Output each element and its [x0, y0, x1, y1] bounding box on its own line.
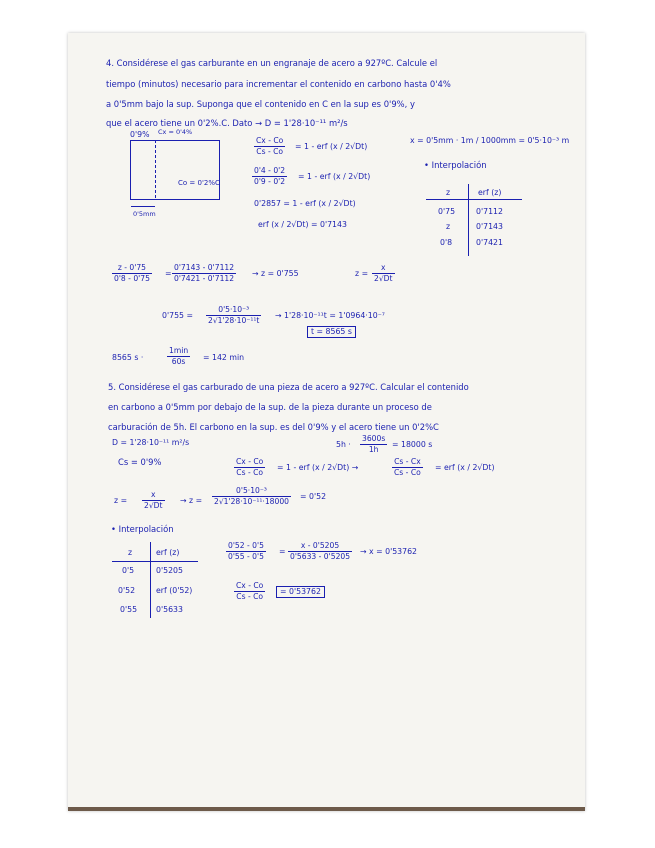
p4-conversion: x = 0'5mm · 1m / 1000mm = 0'5·10⁻³ m	[410, 136, 570, 145]
p4-eq2-rhs: = 1 - erf (x / 2√Dt)	[298, 172, 371, 181]
p4-solve-mid: → 1'28·10⁻¹¹t = 1'0964·10⁻⁷	[275, 311, 385, 320]
p5-z-lhs: z =	[114, 496, 128, 505]
diagram-depth-line	[155, 140, 156, 198]
p5-final-num: Cx - Co	[236, 581, 264, 590]
page-edge	[68, 807, 585, 811]
p5-z-num2: 0'5·10⁻³	[212, 487, 291, 497]
p5-eq1-frac2	[392, 458, 423, 476]
p5-table-header-z: z	[128, 548, 133, 557]
p4-interp-num2: 0'7143 - 0'7112	[174, 263, 235, 272]
p4-zdef-num: x	[372, 264, 395, 274]
p4-eq4: erf (x / 2√Dt) = 0'7143	[258, 220, 347, 229]
p4-solve-result-box: t = 8565 s	[307, 326, 356, 338]
p5-z-den2: 2√1'28·10⁻¹¹·18000	[214, 496, 289, 506]
p5-interp-frac1	[226, 542, 266, 560]
p4-interp-result: → z = 0'755	[252, 269, 299, 278]
p4-interp-den2: 0'7421 - 0'7112	[174, 273, 235, 283]
p5-eq1-num: Cx - Co	[236, 457, 264, 466]
diagram-cs-label: 0'9%	[130, 130, 150, 139]
p4-solve-den: 2√1'28·10⁻¹¹t	[208, 315, 260, 325]
p4-interp-title: • Interpolación	[424, 161, 487, 169]
p5-eq1-mid: = 1 - erf (x / 2√Dt) →	[277, 463, 359, 472]
p5-data-D: D = 1'28·10⁻¹¹ m²/s	[112, 438, 190, 447]
p5-final-den: Cs - Co	[236, 591, 264, 601]
p4-interp-frac1	[112, 264, 152, 282]
p4-minutes-result: = 142 min	[203, 353, 245, 362]
p4-minutes-lhs: 8565 s ·	[112, 353, 144, 362]
p5-interp-num1: 0'52 - 0'5	[228, 541, 264, 550]
p4-solve-frac	[206, 306, 261, 324]
p5-table-r3-z: 0'55	[120, 605, 138, 614]
p4-table-r1-z: 0'75	[438, 207, 456, 216]
p4-table-header-erf: erf (z)	[478, 188, 502, 197]
p5-table-r3-erf: 0'5633	[156, 605, 183, 614]
p5-z-frac2	[212, 487, 291, 505]
p4-statement-line-2: tiempo (minutos) necesario para incrementar el contenido en carbono hasta 0'4%	[106, 79, 451, 89]
p5-statement-line-1: 5. Considérese el gas carburado de una pieza de acero a 927ºC. Calcular el contenido	[108, 382, 469, 392]
p5-time-result: = 18000 s	[392, 440, 433, 449]
p4-table-r2-z: z	[446, 222, 451, 231]
p4-zdef-den: 2√Dt	[374, 273, 393, 283]
p5-table-r1-z: 0'5	[122, 566, 135, 575]
p5-eq1-frac1	[234, 458, 265, 476]
p5-interp-den1: 0'55 - 0'5	[228, 551, 264, 561]
p5-time-frac	[360, 435, 387, 453]
p4-table-header-z: z	[446, 188, 451, 197]
p5-time-num: 3600s	[362, 434, 386, 443]
p4-zdef-lhs: z =	[355, 269, 369, 278]
p4-minutes-den: 60s	[171, 356, 186, 366]
diagram-depth-label: 0'5mm	[133, 210, 156, 218]
p4-eq2-num: 0'4 - 0'2	[254, 166, 286, 175]
p5-table-r1-erf: 0'5205	[156, 566, 183, 575]
diagram-co-label: Co = 0'2%C	[178, 179, 220, 187]
p5-table-vline	[150, 542, 151, 618]
p5-table-header-erf: erf (z)	[156, 548, 180, 557]
p5-time-den: 1h	[368, 444, 379, 454]
p4-table-r1-erf: 0'7112	[476, 207, 503, 216]
p5-statement-line-3: carburación de 5h. El carbono en la sup. es del 0'9% y el acero tiene un 0'2%C	[108, 422, 439, 432]
p4-interp-den1: 0'8 - 0'75	[114, 273, 150, 283]
p4-eq2-fraction	[252, 167, 287, 185]
p5-final-frac	[234, 582, 265, 600]
p4-statement-line-4: que el acero tiene un 0'2%.C. Dato → D = 1'28·10⁻¹¹ m²/s	[106, 118, 348, 128]
p4-eq3: 0'2857 = 1 - erf (x / 2√Dt)	[254, 199, 356, 208]
p4-zdef-frac	[372, 264, 395, 282]
p5-time-lhs: 5h ·	[336, 440, 351, 449]
p5-z-arrow: → z =	[180, 496, 203, 505]
p4-table-vline	[468, 184, 469, 256]
p4-table-hline	[426, 199, 522, 200]
p5-interp-result: → x = 0'53762	[360, 547, 418, 556]
p4-table-r3-erf: 0'7421	[476, 238, 503, 247]
p5-interp-num2: x - 0'5205	[288, 542, 352, 552]
p4-statement-line-3: a 0'5mm bajo la sup. Suponga que el contenido en C en la sup es 0'9%, y	[106, 99, 415, 109]
diagram-cx-label: Cx = 0'4%	[158, 128, 193, 136]
p5-table-hline	[112, 561, 198, 562]
p4-eq2-den: 0'9 - 0'2	[254, 176, 286, 186]
p5-interp-equals: =	[279, 547, 286, 556]
p5-statement-line-2: en carbono a 0'5mm por debajo de la sup. de la pieza durante un proceso de	[108, 402, 432, 412]
p4-minutes-frac	[167, 347, 190, 365]
p4-table-r3-z: 0'8	[440, 238, 453, 247]
p5-eq1-den: Cs - Co	[236, 467, 264, 477]
p4-solve-lhs: 0'755 =	[162, 311, 193, 320]
p5-interp-frac2	[288, 542, 352, 560]
p5-z-num: x	[142, 491, 165, 501]
p5-interp-title: • Interpolación	[111, 525, 174, 533]
diagram-specimen-rect	[130, 140, 220, 200]
p4-eq1-num: Cx - Co	[256, 136, 284, 145]
p5-table-r2-z: 0'52	[118, 586, 136, 595]
p5-z-den: 2√Dt	[144, 500, 163, 510]
p5-eq1-num2: Cs - Cx	[392, 458, 423, 468]
p5-z-result: = 0'52	[300, 492, 327, 501]
p5-table-r2-erf: erf (0'52)	[156, 586, 193, 595]
p5-interp-den2: 0'5633 - 0'5205	[290, 551, 351, 561]
p4-interp-num1: z - 0'75	[112, 264, 152, 274]
p4-minutes-num: 1min	[169, 346, 189, 355]
p5-eq1-rhs: = erf (x / 2√Dt)	[435, 463, 495, 472]
p4-statement-line-1: 4. Considérese el gas carburante en un engranaje de acero a 927ºC. Calcule el	[106, 58, 438, 68]
p5-eq1-den2: Cs - Co	[394, 467, 421, 477]
p4-solve-num: 0'5·10⁻³	[206, 306, 261, 316]
p4-eq1-den: Cs - Co	[256, 146, 284, 156]
p5-cs: Cs = 0'9%	[118, 457, 162, 467]
p5-z-frac1	[142, 491, 165, 509]
p4-interp-frac2	[172, 264, 236, 282]
p4-eq1-rhs: = 1 - erf (x / 2√Dt)	[295, 142, 368, 151]
diagram-depth-arrow	[131, 206, 155, 207]
p4-interp-equals: =	[165, 269, 172, 278]
p4-table-r2-erf: 0'7143	[476, 222, 503, 231]
p4-eq1-fraction	[254, 137, 285, 155]
p5-final-result-box: = 0'53762	[276, 586, 325, 598]
